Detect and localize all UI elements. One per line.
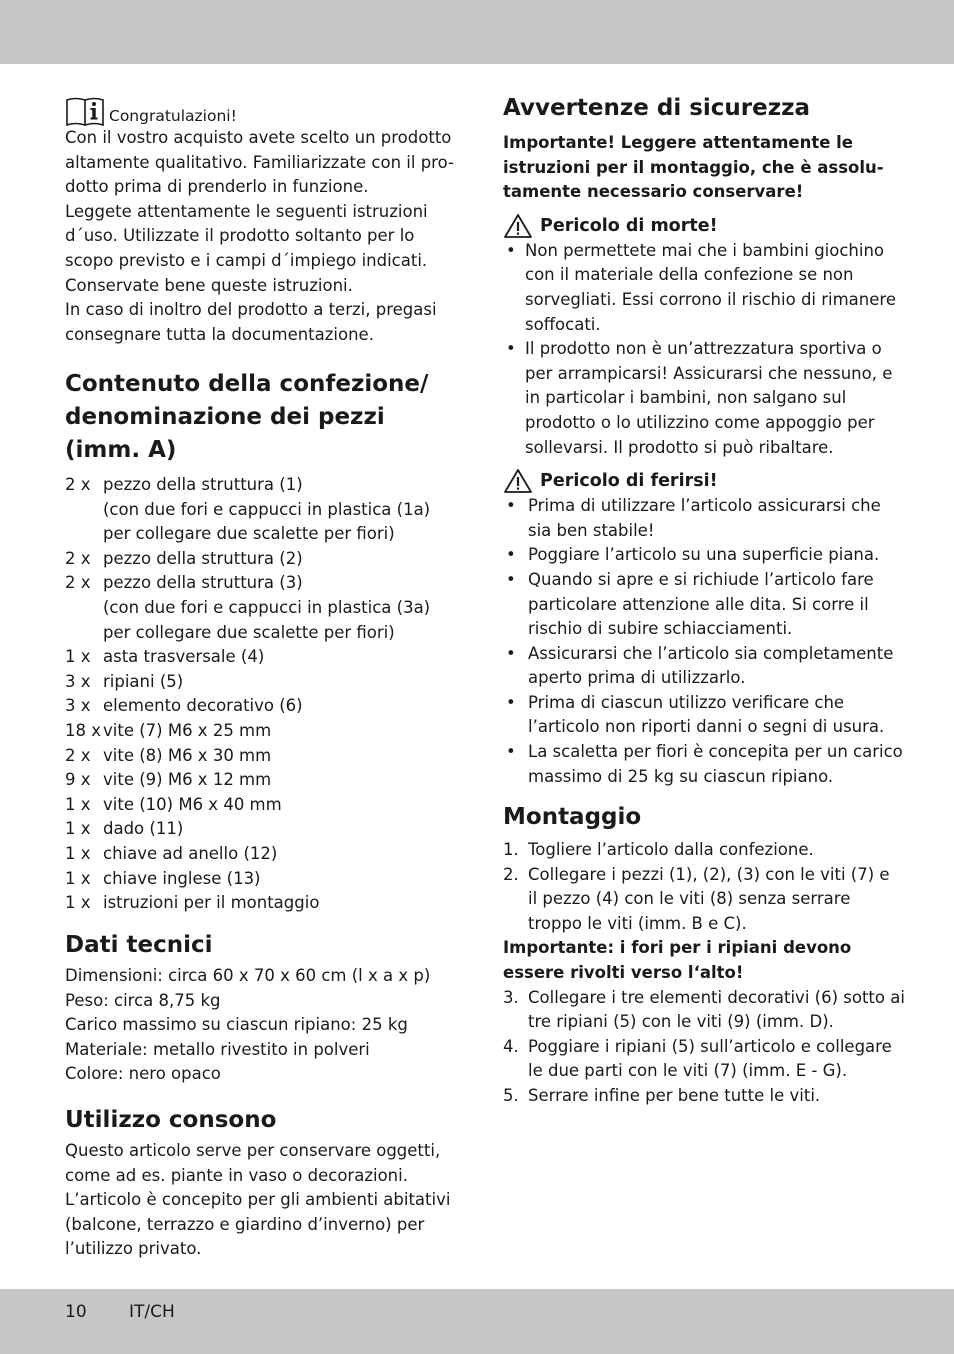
usage-line: L’articolo è concepito per gli ambienti abitativi (65, 1190, 451, 1210)
danger-injury-heading (503, 468, 903, 494)
item-name: dado (11) (103, 819, 184, 839)
item-note: (con due fori e cappucci in plastica (3a) (103, 597, 431, 617)
item-quantity: 2 x (65, 548, 91, 568)
item-name: elemento decorativo (6) (103, 696, 303, 716)
bullet-text (528, 642, 903, 691)
item-quantity: 3 x (65, 671, 91, 691)
warning-triangle-icon (503, 468, 533, 494)
intro-line: consegnare tutta la documentazione. (65, 324, 374, 344)
item-name: pezzo della struttura (2) (103, 548, 303, 568)
bullet-dot: • (506, 643, 516, 663)
step-line: troppo le viti (imm. B e C). (528, 913, 747, 933)
bullet-text (525, 239, 903, 337)
bullet-line: aperto prima di utilizzarlo. (528, 668, 746, 688)
list-item (65, 645, 430, 670)
intro-line: scopo previsto e i campi d´impiego indicati. (65, 250, 428, 270)
bullet-line: Quando si apre e si richiude l’articolo fare (528, 569, 874, 589)
bullet-item (503, 691, 903, 740)
item-quantity: 1 x (65, 819, 91, 839)
danger-injury-title: Pericolo di ferirsi! (540, 471, 718, 492)
bullet-line: La scaletta per fiori è concepita per un carico (528, 742, 903, 762)
bullet-dot: • (506, 742, 516, 762)
bullet-dot: • (506, 545, 516, 565)
bullet-item (503, 740, 903, 789)
item-quantity: 1 x (65, 893, 91, 913)
item-name: asta trasversale (4) (103, 647, 265, 667)
item-name: chiave inglese (13) (103, 868, 261, 888)
item-quantity: 2 x (65, 745, 91, 765)
item-name: pezzo della struttura (1) (103, 475, 303, 494)
bullet-text (528, 494, 903, 543)
intro-line: Conservate bene queste istruzioni. (65, 275, 353, 295)
intro-line: In caso di inoltro del prodotto a terzi, pregasi (65, 300, 437, 320)
step-number: 5. (503, 1085, 519, 1105)
bullet-item (503, 337, 903, 460)
usage-text (65, 1139, 450, 1262)
list-item (65, 547, 430, 572)
intro-text (65, 126, 454, 347)
safety-section (503, 92, 903, 789)
item-name: vite (10) M6 x 40 mm (103, 794, 282, 814)
contents-heading (65, 368, 430, 467)
list-item (65, 867, 430, 892)
spec-line: Dimensioni: circa 60 x 70 x 60 cm (l x a x p) (65, 966, 431, 985)
bullet-text (528, 740, 903, 789)
item-note: per collegare due scalette per fiori) (103, 524, 395, 544)
safety-heading: Avvertenze di sicurezza (503, 95, 811, 121)
bullet-item (503, 568, 903, 642)
contents-heading-line: denominazione dei pezzi (65, 404, 385, 430)
step-text (528, 1035, 892, 1084)
step-number: 1. (503, 840, 519, 859)
assembly-section (503, 801, 905, 1109)
list-item (65, 817, 430, 842)
bullet-line: rischio di subire schiacciamenti. (528, 619, 793, 639)
step-line: Poggiare i ripiani (5) sull’articolo e collegare (528, 1036, 892, 1056)
bullet-line: Non permettete mai che i bambini giochino (525, 240, 885, 260)
danger-death-title: Pericolo di morte! (540, 215, 718, 236)
important-line: Importante! Leggere attentamente le (503, 133, 853, 152)
specs-text (65, 964, 430, 1087)
step-number: 4. (503, 1036, 519, 1056)
usage-heading: Utilizzo consono (65, 1107, 277, 1133)
bullet-line: sorvegliati. Essi corrono il rischio di rimanere (525, 289, 896, 309)
page-number: 10 (65, 1302, 87, 1322)
usage-line: come ad es. piante in vaso o decorazioni. (65, 1165, 408, 1185)
bullet-line: particolare attenzione alle dita. Si corre il (528, 594, 869, 614)
list-item (65, 793, 430, 818)
assembly-steps-1 (503, 838, 905, 936)
intro-line: dotto prima di prenderlo in funzione. (65, 177, 369, 197)
intro-line: Leggete attentamente le seguenti istruzioni (65, 201, 428, 221)
step-line: tre ripiani (5) con le viti (9) (imm. D). (528, 1012, 834, 1032)
step-number: 3. (503, 987, 519, 1007)
item-name: istruzioni per il montaggio (103, 893, 320, 913)
intro-line: altamente qualitativo. Familiarizzate con il pro- (65, 152, 454, 172)
bullet-text (528, 543, 903, 568)
contents-heading-line: Contenuto della confezione/ (65, 371, 429, 397)
item-name: ripiani (5) (103, 671, 184, 691)
step-line: Collegare i pezzi (1), (2), (3) con le viti (7) e (528, 864, 890, 884)
item-quantity: 3 x (65, 696, 91, 716)
bullet-text (525, 337, 903, 460)
item-quantity: 1 x (65, 868, 91, 888)
intro-section (65, 96, 454, 347)
important-line: tamente necessario conservare! (503, 182, 804, 202)
congrats-label: Congratulazioni! (109, 107, 237, 125)
bullet-line: l’articolo non riporti danni o segni di usura. (528, 717, 885, 737)
step-text (528, 863, 890, 937)
assembly-steps-2 (503, 986, 905, 1109)
bullet-line: per arrampicarsi! Assicurarsi che nessuno, e (525, 363, 893, 383)
important-line: essere rivolti verso l‘alto! (503, 962, 744, 982)
warning-triangle-icon (503, 213, 533, 239)
step-text (528, 1084, 820, 1109)
step-line: Collegare i tre elementi decorativi (6) sotto ai (528, 987, 905, 1007)
step-line: Serrare infine per bene tutte le viti. (528, 1085, 821, 1105)
bullet-item (503, 543, 903, 568)
bullet-item (503, 494, 903, 543)
bullet-line: Prima di ciascun utilizzo verificare che (528, 692, 845, 712)
bullet-line: sia ben stabile! (528, 520, 655, 540)
spec-line: Carico massimo su ciascun ripiano: 25 kg (65, 1015, 408, 1035)
bullet-line: massimo di 25 kg su ciascun ripiano. (528, 766, 834, 786)
safety-important-note (503, 131, 903, 205)
step-number: 2. (503, 864, 519, 884)
usage-line: Questo articolo serve per conservare oggetti, (65, 1141, 441, 1160)
item-name: vite (7) M6 x 25 mm (103, 720, 272, 740)
info-book-icon (65, 96, 105, 126)
contents-heading-line: (imm. A) (65, 437, 177, 463)
header-band (0, 0, 954, 64)
important-line: istruzioni per il montaggio, che è assolu- (503, 157, 884, 177)
step-item (503, 838, 905, 863)
item-name: vite (9) M6 x 12 mm (103, 770, 272, 790)
item-quantity: 1 x (65, 794, 91, 814)
danger-death-list (503, 239, 903, 460)
intro-line: Con il vostro acquisto avete scelto un prodotto (65, 128, 452, 147)
item-note: (con due fori e cappucci in plastica (1a) (103, 499, 431, 519)
bullet-line: Il prodotto non è un’attrezzatura sportiva o (525, 339, 882, 359)
step-line: Togliere l’articolo dalla confezione. (528, 840, 814, 859)
item-name: vite (8) M6 x 30 mm (103, 745, 272, 765)
bullet-dot: • (506, 569, 516, 589)
step-item (503, 986, 905, 1035)
specs-heading: Dati tecnici (65, 932, 213, 958)
contents-list (65, 473, 430, 916)
list-item (65, 473, 430, 498)
item-quantity: 2 x (65, 475, 91, 494)
bullet-line: Assicurarsi che l’articolo sia completamente (528, 643, 894, 663)
list-item (65, 744, 430, 769)
bullet-dot: • (506, 240, 516, 260)
step-text (528, 838, 814, 863)
bullet-dot: • (506, 692, 516, 712)
step-item (503, 1084, 905, 1109)
usage-line: (balcone, terrazzo e giardino d’inverno) per (65, 1214, 425, 1234)
specs-section (65, 929, 430, 1087)
item-name: chiave ad anello (12) (103, 843, 278, 863)
bullet-line: con il materiale della confezione se non (525, 265, 854, 285)
list-item (65, 670, 430, 695)
bullet-text (528, 568, 903, 642)
important-line: Importante: i fori per i ripiani devono (503, 938, 852, 958)
step-text (528, 986, 905, 1035)
list-item (65, 571, 430, 596)
region-code: IT/CH (129, 1302, 175, 1322)
bullet-dot: • (506, 339, 516, 359)
assembly-important-note (503, 936, 905, 985)
item-quantity: 2 x (65, 573, 91, 593)
step-line: le due parti con le viti (7) (imm. E - G). (528, 1061, 848, 1081)
danger-death-heading (503, 213, 903, 239)
bullet-line: Poggiare l’articolo su una superficie piana. (528, 545, 880, 565)
item-quantity: 1 x (65, 647, 91, 667)
bullet-item (503, 239, 903, 337)
item-quantity: 18 x (65, 720, 102, 740)
bullet-line: in particolar i bambini, non salgano sul (525, 388, 847, 408)
bullet-line: prodotto o lo utilizzino come appoggio per (525, 412, 875, 432)
bullet-text (528, 691, 903, 740)
list-item (65, 694, 430, 719)
assembly-heading: Montaggio (503, 804, 642, 830)
item-quantity: 1 x (65, 843, 91, 863)
usage-section (65, 1104, 450, 1262)
bullet-line: Prima di utilizzare l’articolo assicurarsi che (528, 496, 881, 516)
item-quantity: 9 x (65, 770, 91, 790)
usage-line: l’utilizzo privato. (65, 1239, 202, 1259)
list-item (65, 842, 430, 867)
bullet-item (503, 642, 903, 691)
bullet-line: soffocati. (525, 314, 601, 334)
item-name: pezzo della struttura (3) (103, 573, 303, 593)
intro-line: d´uso. Utilizzate il prodotto soltanto per lo (65, 226, 415, 246)
spec-line: Peso: circa 8,75 kg (65, 990, 221, 1010)
contents-section (65, 368, 430, 916)
spec-line: Materiale: metallo rivestito in polveri (65, 1039, 370, 1059)
item-note: per collegare due scalette per fiori) (103, 622, 395, 642)
spec-line: Colore: nero opaco (65, 1064, 221, 1084)
bullet-line: sollevarsi. Il prodotto si può ribaltare. (525, 437, 834, 457)
list-item (65, 719, 430, 744)
intro-heading-row (65, 96, 454, 126)
list-item (65, 891, 430, 916)
list-item (65, 768, 430, 793)
bullet-dot: • (506, 496, 516, 516)
step-item (503, 1035, 905, 1084)
step-item (503, 863, 905, 937)
step-line: il pezzo (4) con le viti (8) senza serrare (528, 889, 851, 909)
danger-injury-list (503, 494, 903, 789)
